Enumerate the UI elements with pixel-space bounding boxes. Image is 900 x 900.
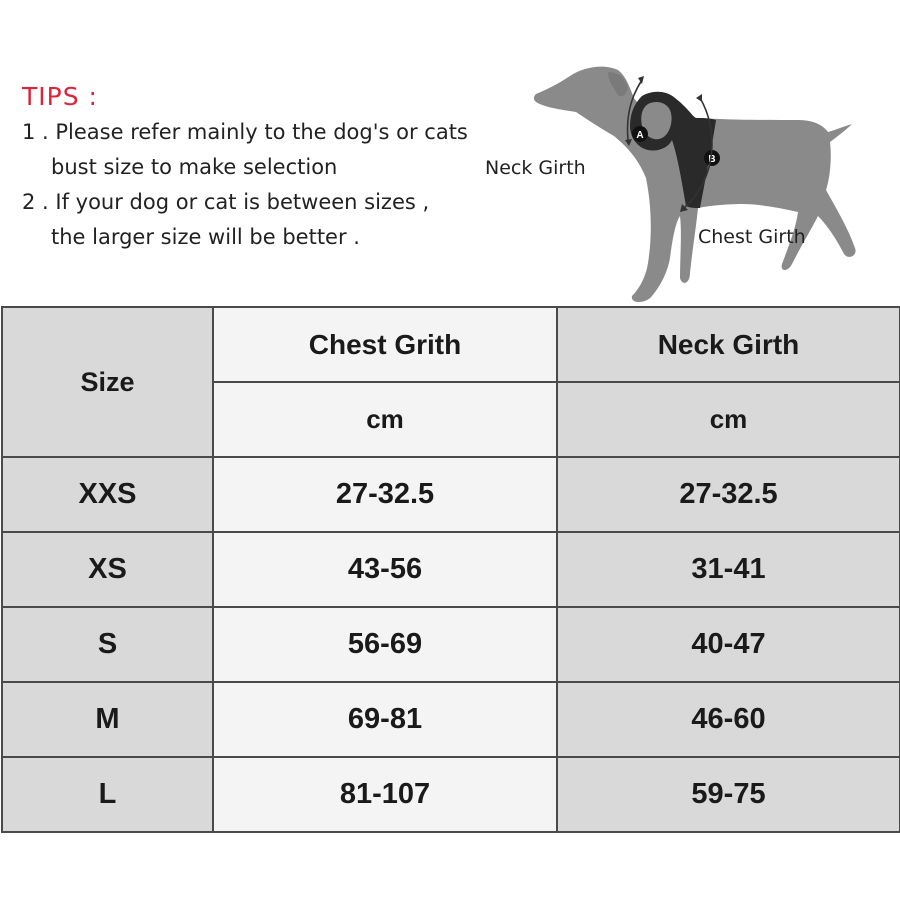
chest-unit: cm [213,382,557,457]
chest-cell: 81-107 [213,757,557,832]
neck-cell: 46-60 [557,682,900,757]
table-row [2,532,900,607]
neck-cell: 31-41 [557,532,900,607]
table-row [2,757,900,832]
table-row [2,607,900,682]
size-table [1,306,900,833]
dog-diagram [530,58,860,306]
size-cell: S [2,607,213,682]
chest-header: Chest Grith [213,307,557,382]
neck-girth-label: Neck Girth [485,157,586,179]
chest-cell: 27-32.5 [213,457,557,532]
size-cell: XS [2,532,213,607]
size-cell: XXS [2,457,213,532]
table-row [2,457,900,532]
tip-1-line-2: bust size to make selection [51,155,338,179]
tip-1-line-1: 1 . Please refer mainly to the dog's or cats [22,120,468,144]
chest-cell: 69-81 [213,682,557,757]
marker-a: A [636,130,644,141]
tips-title: TIPS : [22,82,98,111]
size-cell: M [2,682,213,757]
chest-cell: 56-69 [213,607,557,682]
dog-illustration [530,58,860,306]
tip-2-line-1: 2 . If your dog or cat is between sizes , [22,190,430,214]
size-cell: L [2,757,213,832]
tip-2-line-2: the larger size will be better . [51,225,360,249]
neck-header: Neck Girth [557,307,900,382]
neck-cell: 40-47 [557,607,900,682]
header-row [2,307,900,382]
neck-cell: 59-75 [557,757,900,832]
table-row [2,682,900,757]
neck-cell: 27-32.5 [557,457,900,532]
size-header: Size [2,307,213,457]
chest-girth-label: Chest Girth [698,226,806,248]
chest-cell: 43-56 [213,532,557,607]
neck-unit: cm [557,382,900,457]
marker-b: B [708,154,716,165]
